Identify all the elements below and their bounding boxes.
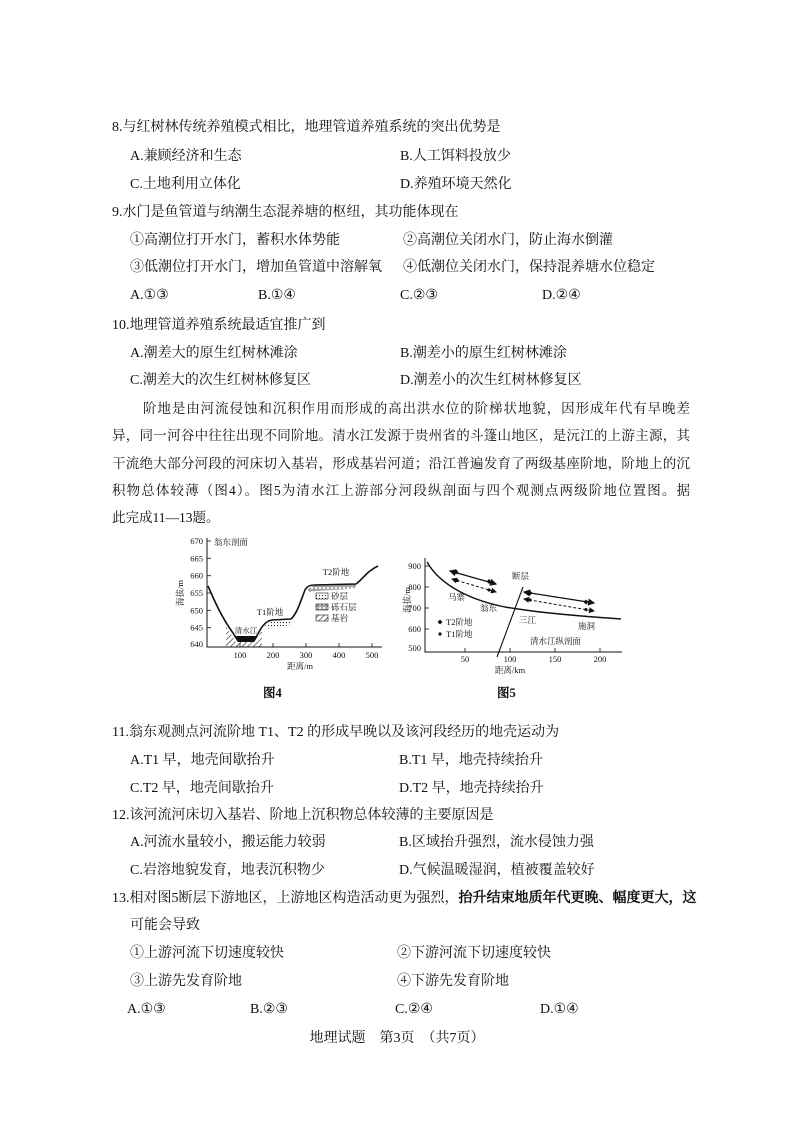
fig4-ytick-label: 660: [190, 570, 203, 581]
fig5-ytick-label: 500: [408, 643, 421, 653]
fig5-ytick-label: 800: [408, 582, 421, 592]
fig5-t1-point-wengdong: [487, 588, 490, 591]
q8-stem: 8.与红树林传统养殖模式相比，地理管道养殖系统的突出优势是: [112, 120, 501, 135]
q9-option-b: B.①④: [258, 288, 296, 303]
fig5-station-wengdong: 翁东: [480, 603, 498, 613]
fig5-xtick-label: 200: [593, 654, 607, 664]
passage-line-2: 异，同一河谷中往往出现不同阶地。清水江发源于贵州省的斗篷山地区，是沅江的上游主源，其: [112, 428, 690, 443]
q12-option-b: B.区域抬升强烈，流水侵蚀力强: [399, 835, 594, 850]
fig4-t2-label: T2阶地: [322, 567, 350, 577]
fig5-downstream-t2-line: [524, 592, 594, 603]
q9-option-d: D.②④: [542, 288, 581, 303]
legend-t2-marker: [438, 620, 443, 625]
page-footer: 地理试题 第3页 （共7页）: [309, 1031, 485, 1046]
passage-line-4: 积物总体较薄（图4）。图5为清水江上游部分河段纵剖面与四个观测点两级阶地位置图。据: [112, 483, 690, 498]
q12-option-c: C.岩溶地貌发育，地表沉积物少: [130, 863, 325, 878]
q11-stem: 11.翁东观测点河流阶地 T1、T2 的形成早晚以及该河段经历的地壳运动为: [112, 725, 560, 740]
fig4-axes: [207, 538, 382, 647]
q8-option-a: A.兼顾经济和生态: [130, 149, 242, 164]
legend-t1-label: T1阶地: [446, 629, 473, 639]
q13-statement-1: ①上游河流下切速度较快: [130, 946, 284, 961]
fig5-station-mazhai: 马寨: [448, 592, 466, 602]
fig4-xtick-label: 100: [233, 650, 247, 660]
figures-4-and-5: [150, 525, 640, 685]
q13-statement-3: ③上游先发育阶地: [130, 974, 242, 989]
q13-option-c: C.②④: [395, 1002, 433, 1017]
passage-line-1: 阶地是由河流侵蚀和沉积作用而形成的高出洪水位的阶梯状地貌，因形成年代有早晚差: [143, 401, 690, 416]
fig4-legend: [316, 591, 357, 623]
fig4-ytick-label: 665: [190, 553, 203, 564]
q13-stem-continued: 可能会导致: [130, 918, 200, 933]
legend-sand-label: 砂层: [331, 591, 349, 601]
fig4-ytick-label: 640: [190, 639, 203, 649]
fig4-x-axis-label: 距离/m: [287, 661, 313, 671]
fig4-ytick-label: 670: [190, 536, 203, 546]
fig5-t1-point-sanjiang: [528, 598, 531, 601]
fig4-y-ticks: [190, 536, 211, 649]
q10-stem: 10.地理管道养殖系统最适宜推广到: [112, 318, 326, 333]
q13-statement-4: ④下游先发育阶地: [397, 974, 509, 989]
fig5-t2-point-shidong: [584, 600, 589, 605]
fig4-ytick-label: 650: [190, 605, 203, 616]
q11-option-d: D.T2 早，地壳持续抬升: [399, 781, 544, 796]
legend-sand-swatch: [316, 593, 328, 599]
figure-5-caption: 图5: [497, 686, 516, 700]
q13-statement-2: ②下游河流下切速度较快: [397, 946, 551, 961]
legend-bedrock-label: 基岩: [331, 613, 349, 623]
q11-option-b: B.T1 早，地壳持续抬升: [399, 753, 543, 768]
q13-option-b: B.②③: [250, 1002, 288, 1017]
q13-stem-part-1: 13.相对图5断层下游地区，上游地区构造活动更为强烈，: [112, 891, 459, 906]
q9-statement-2: ②高潮位关闭水门，防止海水倒灌: [403, 233, 613, 248]
fig5-y-axis-label: 海拔/m: [402, 587, 412, 613]
q13-option-a: A.①③: [127, 1002, 166, 1017]
passage-line-3: 干流绝大部分河段的河床切入基岩，形成基岩河道；沿江普遍发育了两级基座阶地，阶地上的沉: [112, 456, 690, 471]
fig5-t2-point-wengdong: [487, 579, 492, 584]
figure-5-longitudinal-profile: [402, 558, 622, 675]
figure-4-caption: 图4: [263, 686, 282, 700]
fig4-xtick-label: 200: [266, 650, 280, 660]
fig4-title: 翁东剖面: [214, 537, 249, 547]
q12-option-d: D.气候温暖湿润，植被覆盖较好: [399, 863, 595, 878]
q11-option-c: C.T2 早，地壳间歇抬升: [130, 781, 274, 796]
fig5-x-axis-label: 距离/km: [494, 665, 526, 675]
passage-line-5: 此完成11—13题。: [112, 510, 220, 525]
q9-option-c: C.②③: [400, 288, 438, 303]
legend-t1-marker: [438, 632, 441, 635]
fig5-station-shidong: 施洞: [578, 621, 596, 631]
figure-4-cross-section: [175, 536, 382, 671]
q11-option-a: A.T1 早，地壳间歇抬升: [130, 753, 275, 768]
fig5-fault-label: 断层: [512, 571, 530, 581]
q8-option-b: B.人工饵料投放少: [400, 149, 511, 164]
q9-stem: 9.水门是鱼管道与纳潮生态混养塘的枢纽，其功能体现在: [112, 205, 459, 220]
q9-statement-1: ①高潮位打开水门，蓄积水体势能: [130, 233, 340, 248]
fig5-xtick-label: 150: [548, 654, 562, 664]
q10-option-b: B.潮差小的原生红树林滩涂: [400, 346, 567, 361]
fig4-y-axis-label: 海拔/m: [175, 580, 185, 606]
legend-bedrock-swatch: [316, 615, 328, 621]
fig4-ytick-label: 645: [190, 622, 203, 633]
fig5-profile-label: 清水江纵剖面: [530, 636, 582, 646]
fig4-xtick-label: 300: [299, 650, 313, 660]
q13-option-d: D.①④: [540, 1002, 579, 1017]
q10-option-a: A.潮差大的原生红树林滩涂: [130, 346, 298, 361]
legend-gravel-swatch: [316, 604, 328, 610]
fig5-ytick-label: 900: [408, 561, 421, 571]
q8-option-c: C.土地利用立体化: [130, 177, 241, 192]
fig5-legend: [438, 617, 473, 639]
legend-gravel-label: 砾石层: [331, 602, 357, 612]
q9-option-a: A.①③: [130, 288, 169, 303]
q10-option-d: D.潮差小的次生红树林修复区: [400, 373, 582, 388]
q8-option-d: D.养殖环境天然化: [400, 177, 512, 192]
q12-stem: 12.该河流河床切入基岩、阶地上沉积物总体较薄的主要原因是: [112, 808, 494, 823]
fig4-t1-label: T1阶地: [256, 607, 284, 617]
q13-stem-part-2: 抬升结束地质年代更晚、幅度更大，这: [458, 891, 697, 906]
fig4-river-label: 清水江: [234, 626, 258, 635]
fig5-t1-point-shidong: [584, 608, 587, 611]
fig4-ytick-label: 655: [190, 588, 203, 598]
fig4-xtick-label: 500: [365, 650, 379, 660]
q13-stem: [112, 890, 697, 908]
legend-t2-label: T2阶地: [446, 617, 473, 627]
q9-statement-4: ④低潮位关闭水门，保持混养塘水位稳定: [403, 260, 655, 275]
fig5-x-ticks: [461, 648, 607, 664]
q9-statement-3: ③低潮位打开水门，增加鱼管道中溶解氧: [130, 260, 382, 275]
fig5-ytick-label: 700: [408, 603, 421, 613]
fig5-t2-point-sanjiang: [528, 591, 533, 596]
q12-option-a: A.河流水量较小，搬运能力较弱: [130, 835, 326, 850]
fig5-station-sanjiang: 三江: [519, 615, 537, 625]
fig5-xtick-label: 50: [460, 654, 470, 664]
fig5-xtick-label: 100: [503, 654, 517, 664]
fig5-t1-point-mazhai: [455, 579, 458, 582]
q10-option-c: C.潮差大的次生红树林修复区: [130, 373, 311, 388]
fig4-xtick-label: 400: [332, 650, 346, 660]
fig5-ytick-label: 600: [408, 624, 421, 634]
